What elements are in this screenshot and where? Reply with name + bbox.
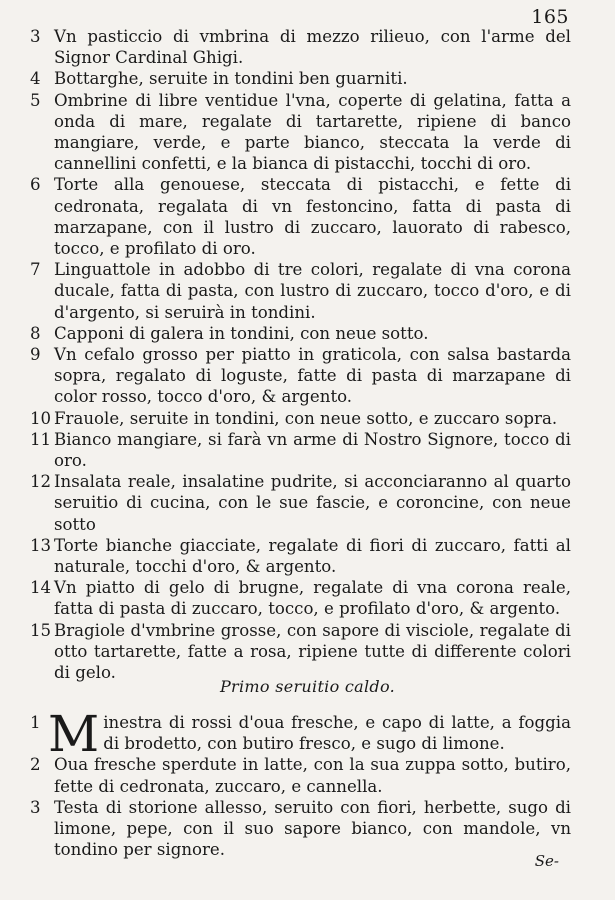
entry-text: inestra di rossi d'oua fresche, e capo di latte, a foggia di brodetto, con butiro fresco, e sugo di limone. <box>103 713 571 754</box>
entry-number: 6 <box>30 175 41 195</box>
entry-number: 14 <box>30 578 52 598</box>
page-number: 165 <box>531 6 569 28</box>
entry-number: 15 <box>30 620 52 640</box>
list-item <box>0 259 615 323</box>
entry-text: Torte alla genouese, steccata di pistacchi, e fette di cedronata, regalata di vn festoncino, fatta di pasta di marzapane, con il lustro di zuccaro, lauorato di rabesco, tocco, e profilato di oro. <box>54 175 571 259</box>
entry-number: 11 <box>30 429 52 449</box>
entry-text: Insalata reale, insalatine pudrite, si acconciaranno al quarto seruitio di cucina, con le sue fascie, e coroncine, con neue sotto <box>54 472 571 534</box>
entry-text: Vn cefalo grosso per piatto in graticola, con salsa bastarda sopra, regalato di loguste, fatte di pasta di marzapane di color rosso, tocco d'oro, & argento. <box>54 345 571 407</box>
list-item <box>0 174 615 259</box>
section-heading: Primo seruitio caldo. <box>219 677 396 696</box>
catchword: Se- <box>534 852 559 870</box>
list-item <box>0 705 615 763</box>
list-item <box>0 408 615 429</box>
list-item <box>0 26 615 68</box>
list-item <box>0 90 615 175</box>
entry-number: 13 <box>30 535 52 555</box>
list-item <box>0 68 615 89</box>
entry-number: 2 <box>30 755 41 775</box>
entry-text: Linguattole in adobbo di tre colori, regalate di vna corona ducale, fatta di pasta, con lustro di zuccaro, tocco d'oro, e di d'argento, si seruirà in tondini. <box>54 260 571 322</box>
entry-text: Bragiole d'vmbrine grosse, con sapore di visciole, regalate di otto tartarette, fatte a rosa, ripiene tutte di differente colori di gelo. <box>54 620 571 683</box>
entry-number: 1 <box>30 713 41 732</box>
entry-text: Frauole, seruite in tondini, con neue sotto, e zuccaro sopra. <box>54 408 558 428</box>
list-item <box>0 344 615 408</box>
list-item <box>0 797 615 861</box>
list-item <box>0 535 615 577</box>
list-item <box>0 429 615 471</box>
list-item <box>0 620 615 684</box>
entry-text: Ombrine di libre ventidue l'vna, coperte di gelatina, fatta a onda di mare, regalate di tartarette, ripiene di banco mangiare, verde, e parte bianco, steccata la verde di cannellini confetti, e la bianca di pistacchi, tocchi di oro. <box>54 90 571 174</box>
entry-text: Torte bianche giacciate, regalate di fiori di zuccaro, fatti al naturale, tocchi d'oro, & argento. <box>54 535 571 577</box>
entry-text: Oua fresche sperdute in latte, con la sua zuppa sotto, butiro, fette di cedronata, zuccaro, e cannella. <box>54 755 571 796</box>
list-item <box>0 577 615 619</box>
entry-list-first-course <box>0 26 615 683</box>
entry-number: 7 <box>30 260 41 280</box>
drop-cap: M <box>48 705 100 763</box>
entry-number: 5 <box>30 90 41 110</box>
list-item <box>0 471 615 535</box>
entry-text: Bianco mangiare, si farà vn arme di Nostro Signore, tocco di oro. <box>54 429 571 471</box>
entry-text: Capponi di galera in tondini, con neue sotto. <box>54 323 429 343</box>
list-item <box>0 323 615 344</box>
entry-text: Vn piatto di gelo di brugne, regalate di vna corona reale, fatta di pasta di zuccaro, tocco, e profilato d'oro, & argento. <box>54 578 571 619</box>
entry-number: 9 <box>30 345 41 365</box>
entry-number: 3 <box>30 27 41 46</box>
entry-number: 4 <box>30 69 41 89</box>
entry-text: Bottarghe, seruite in tondini ben guarniti. <box>54 69 408 89</box>
entry-number: 8 <box>30 323 41 343</box>
entry-number: 12 <box>30 472 52 492</box>
entry-text: Vn pasticcio di vmbrina di mezzo rilieuo, con l'arme del Signor Cardinal Ghigi. <box>54 27 571 68</box>
entry-text: Testa di storione allesso, seruito con fiori, herbette, sugo di limone, pepe, con il suo sapore bianco, con mandole, vn tondino per signore. <box>54 797 571 860</box>
entry-list-hot-course <box>0 705 615 860</box>
entry-number: 3 <box>30 797 41 817</box>
entry-number: 10 <box>30 408 52 428</box>
